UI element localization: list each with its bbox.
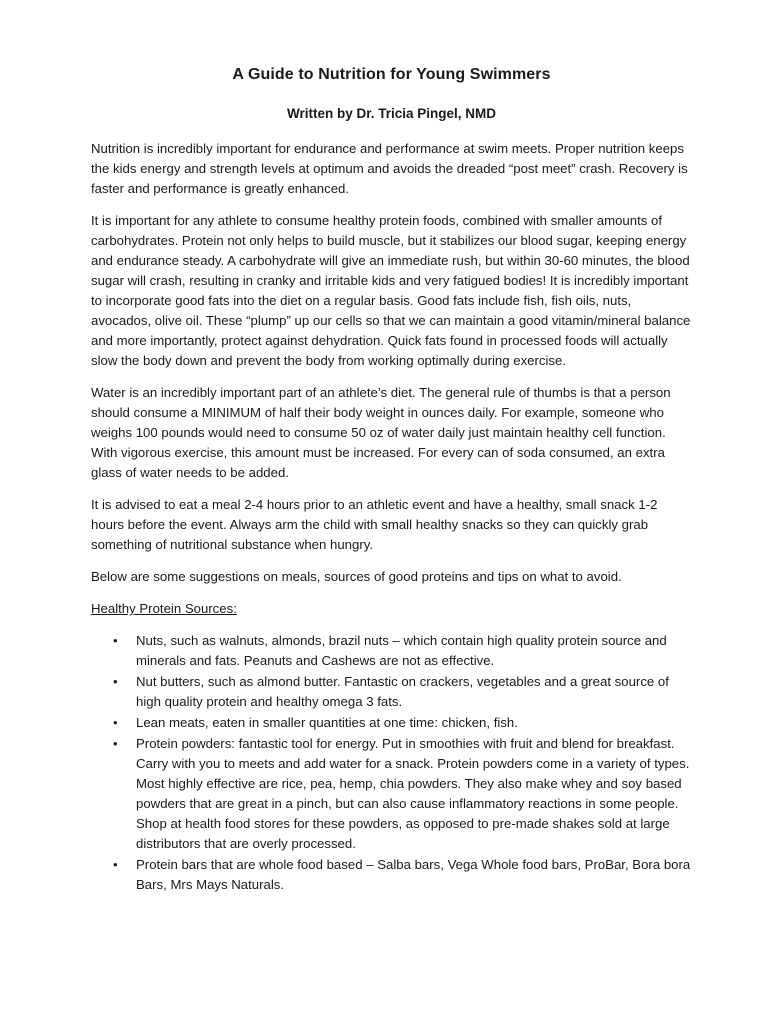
list-item-text: Nuts, such as walnuts, almonds, brazil nuts – which contain high quality protein source and minerals and fats. Peanuts and Cashews are not as effective. xyxy=(136,633,667,668)
list-item-text: Protein bars that are whole food based – Salba bars, Vega Whole food bars, ProBar, Bora bora Bars, Mrs Mays Naturals. xyxy=(136,857,691,892)
paragraph-intro: Nutrition is incredibly important for endurance and performance at swim meets. Proper nutrition keeps the kids energy and strength levels at optimum and avoids the dreaded “post meet” crash. Recovery is faster and performance is greatly enhanced. xyxy=(91,141,688,196)
section-heading-protein-sources: Healthy Protein Sources: xyxy=(91,601,237,616)
paragraph-meal-timing: It is advised to eat a meal 2-4 hours prior to an athletic event and have a healthy, small snack 1-2 hours before the event. Always arm the child with small healthy snacks so they can quickly grab something of nutritional substance when hungry. xyxy=(91,497,658,552)
paragraph-water: Water is an incredibly important part of an athlete’s diet. The general rule of thumbs is that a person should consume a MINIMUM of half their body weight in ounces daily. For example, someone who weighs 100 pounds would need to consume 50 oz of water daily just maintain healthy cell function. With vigorous exercise, this amount must be increased. For every can of soda consumed, an extra glass of water needs to be added. xyxy=(91,385,671,480)
document-byline: Written by Dr. Tricia Pingel, NMD xyxy=(286,106,497,121)
protein-sources-list xyxy=(91,631,692,895)
bullet-icon: • xyxy=(113,715,118,730)
bullet-icon: • xyxy=(113,736,118,751)
list-item xyxy=(91,713,692,733)
bullet-icon: • xyxy=(113,857,118,872)
list-item xyxy=(91,672,692,712)
list-item-text: Protein powders: fantastic tool for energy. Put in smoothies with fruit and blend for breakfast. Carry with you to meets and add water for a snack. Protein powders come in a variety of types. Most highly effective are rice, pea, hemp, chia powders. They also make whey and soy based powders that are great in a pinch, but can also cause inflammatory reactions in some people. Shop at health food stores for these powders, as opposed to pre-made shakes sold at large distributors that are overly processed. xyxy=(136,736,690,851)
list-item xyxy=(91,855,692,895)
paragraph-suggestions: Below are some suggestions on meals, sources of good proteins and tips on what to avoid. xyxy=(91,569,622,584)
list-item xyxy=(91,734,692,854)
paragraph-protein: It is important for any athlete to consume healthy protein foods, combined with smaller amounts of carbohydrates. Protein not only helps to build muscle, but it stabilizes our blood sugar, keeping energy and endurance steady. A carbohydrate will give an immediate rush, but within 30-60 minutes, the blood sugar will crash, resulting in cranky and irritable kids and very fatigued bodies! It is incredibly important to incorporate good fats into the diet on a regular basis. Good fats include fish, fish oils, nuts, avocados, olive oil. These “plump” up our cells so that we can maintain a good vitamin/mineral balance and more importantly, protect against dehydration. Quick fats found in processed foods will actually slow the body down and prevent the body from working optimally during exercise. xyxy=(91,213,691,368)
document-title: A Guide to Nutrition for Young Swimmers xyxy=(232,66,551,83)
bullet-icon: • xyxy=(113,633,118,648)
list-item-text: Nut butters, such as almond butter. Fantastic on crackers, vegetables and a great source of high quality protein and healthy omega 3 fats. xyxy=(136,674,669,709)
bullet-icon: • xyxy=(113,674,118,689)
list-item-text: Lean meats, eaten in smaller quantities at one time: chicken, fish. xyxy=(136,715,518,730)
list-item xyxy=(91,631,692,671)
